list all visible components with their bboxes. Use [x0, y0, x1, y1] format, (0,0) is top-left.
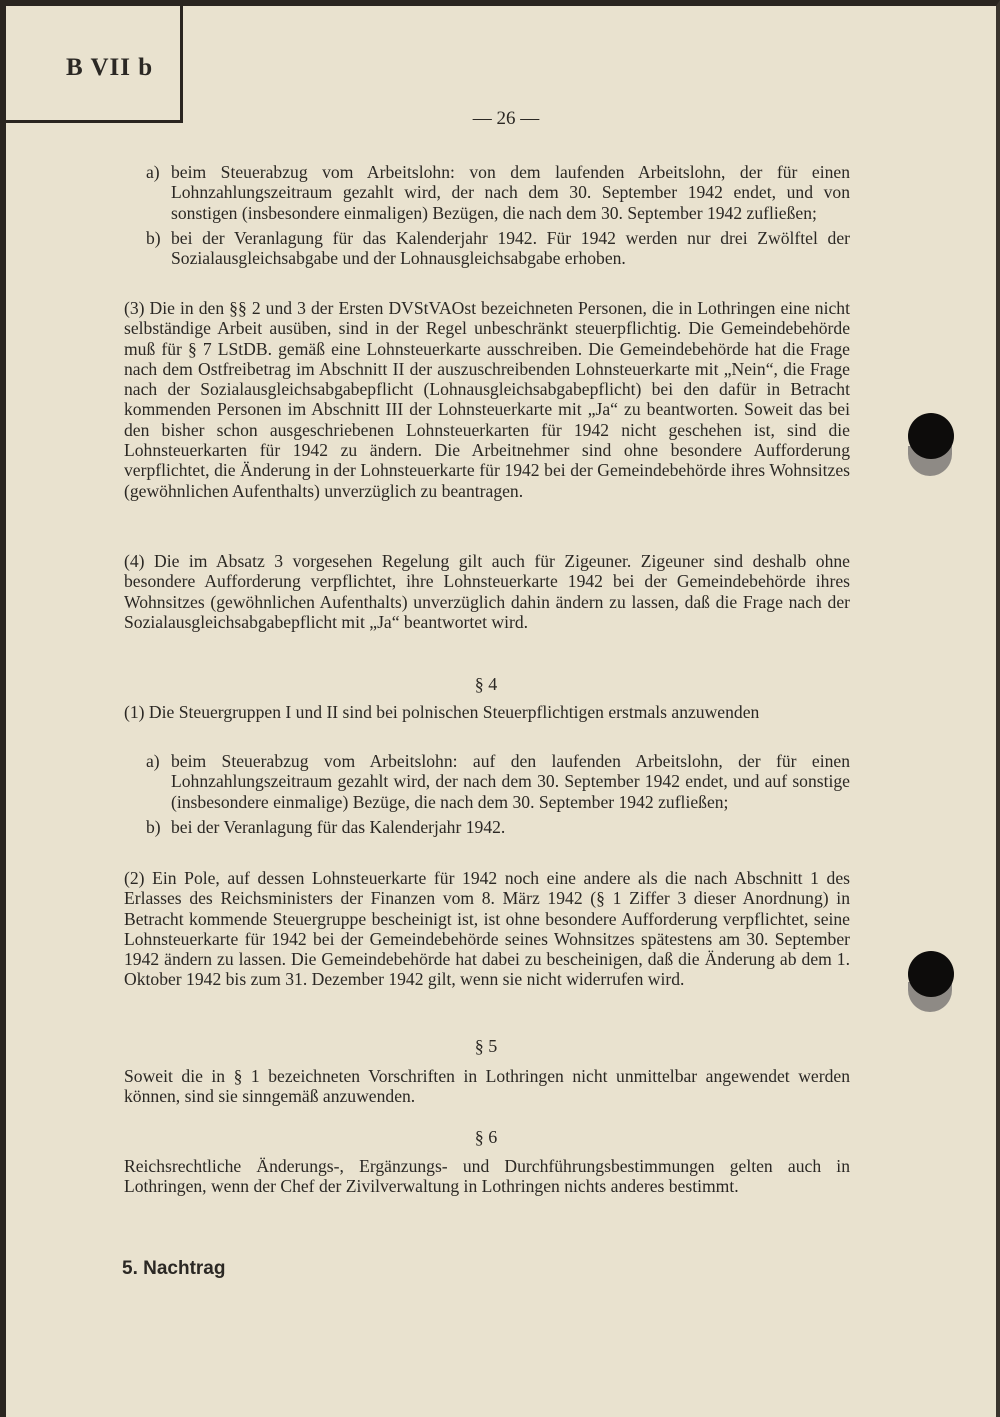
page-number: — 26 —: [472, 108, 540, 129]
list-item-text: beim Steuerabzug vom Arbeitslohn: von dem laufenden Arbeitslohn, der für einen Lohnzahlungszeitraum gezahlt wird, der nach dem 30. September 1942 endet, und von sonstigen (insbesondere einmaligen) Bezügen, die nach dem 30. September 1942 zufließen;: [171, 162, 850, 223]
sec5-paragraph: [124, 1066, 850, 1107]
list-item-text: bei der Veranlagung für das Kalenderjahr 1942. Für 1942 werden nur drei Zwölftel der Sozialausgleichsabgabe und der Lohnausgleichsabgabe erhoben.: [171, 227, 850, 269]
section-heading-4: § 4: [474, 674, 498, 694]
list-item-label: a): [146, 751, 160, 771]
list-item: [124, 751, 850, 812]
section-heading-5: § 5: [474, 1036, 498, 1056]
supplement-label: 5. Nachtrag: [122, 1258, 226, 1279]
list-item: [124, 162, 850, 223]
paragraph-text: (3) Die in den §§ 2 und 3 der Ersten DVStVAOst bezeichneten Personen, die in Lothringen eine nicht selbständige Arbeit ausüben, sind in der Regel unbeschränkt steuerpflichtig. Die Gemeindebehörde muß für § 7 LStDB. gemäß eine Lohnsteuerkarte ausschreiben. Die Gemeindebehörde hat die Frage nach dem Ostfreibetrag im Abschnitt II der auszuschreibenden Lohnsteuerkarte mit „Nein“, die Frage nach der Sozialausgleichsabgabepflicht (Lohnausgleichsabgabepflicht) bei den dafür in Betracht kommenden Personen im Abschnitt III der Lohnsteuerkarte mit „Ja“ zu beantworten. Soweit das bei den bisher schon ausgeschriebenen Lohnsteuerkarten für 1942 nicht geschehen ist, sind die Lohnsteuerkarten für 1942 zu ändern. Die Arbeitnehmer sind ohne besondere Aufforderung verpflichtet, die Änderung in der Lohnsteuerkarte für 1942 bei der Gemeindebehörde ihres Wohnsitzes (gewöhnlichen Aufenthalts) unverzüglich zu beantragen.: [124, 298, 850, 501]
list-item: [124, 228, 850, 269]
paragraph-text: (1) Die Steuergruppen I und II sind bei polnischen Steuerpflichtigen erstmals anzuwenden: [124, 702, 760, 722]
punch-hole: [908, 951, 954, 997]
section-tab-label: B VII b: [66, 54, 154, 81]
section-heading-6: § 6: [474, 1127, 498, 1147]
paragraph-4: [124, 551, 850, 632]
sec6-paragraph: [124, 1156, 850, 1197]
list-item-text: bei der Veranlagung für das Kalenderjahr 1942.: [171, 816, 506, 837]
section-tab-box: [6, 6, 183, 123]
list-item-label: a): [146, 162, 160, 182]
sec3-list: [124, 162, 850, 268]
list-item-text: beim Steuerabzug vom Arbeitslohn: auf den laufenden Arbeitslohn, der für einen Lohnzahlungszeitraum gezahlt wird, der nach dem 30. September 1942 endet, und auf sonstige (insbesondere einmalige) Bezüge, die nach dem 30. September 1942 zufließen;: [171, 751, 850, 812]
paragraph-text: (4) Die im Absatz 3 vorgesehen Regelung gilt auch für Zigeuner. Zigeuner sind deshalb ohne besondere Aufforderung verpflichtet, ihre Lohnsteuerkarte 1942 bei der Gemeindebehörde ihres Wohnsitzes (gewöhnlichen Aufenthalts) unverzüglich dahin ändern zu lassen, daß die Frage nach der Sozialausgleichsabgabepflicht mit „Ja“ beantwortet wird.: [124, 551, 850, 632]
list-item-label: b): [146, 227, 161, 248]
paragraph-text: (2) Ein Pole, auf dessen Lohnsteuerkarte für 1942 noch eine andere als die nach Abschnitt 1 des Erlasses des Reichsministers der Finanzen vom 8. März 1942 (§ 1 Ziffer 3 dieser Anordnung) in Betracht kommende Steuergruppe bescheinigt ist, ist ohne besondere Aufforderung verpflichtet, seine Lohnsteuerkarte für 1942 bei der Gemeindebehörde seines Wohnsitzes spätestens am 30. September 1942 ändern zu lassen. Die Gemeindebehörde hat dabei zu bescheinigen, daß die Änderung ab dem 1. Oktober 1942 bis zum 31. Dezember 1942 gilt, wenn sie nicht widerrufen wird.: [124, 868, 850, 990]
sec4-paragraph-2: [124, 868, 850, 990]
list-item-label: b): [146, 816, 161, 837]
sec4-intro: [124, 702, 850, 722]
punch-hole: [908, 413, 954, 459]
paragraph-text: Soweit die in § 1 bezeichneten Vorschriften in Lothringen nicht unmittelbar angewendet werden können, sind sie sinngemäß anzuwenden.: [124, 1066, 850, 1107]
list-item: [124, 817, 850, 837]
paragraph-text: Reichsrechtliche Änderungs-, Ergänzungs- und Durchführungsbestimmungen gelten auch in Lothringen, wenn der Chef der Zivilverwaltung in Lothringen nichts anderes bestimmt.: [124, 1156, 850, 1197]
paragraph-3: [124, 298, 850, 501]
sec4-list: [124, 751, 850, 837]
